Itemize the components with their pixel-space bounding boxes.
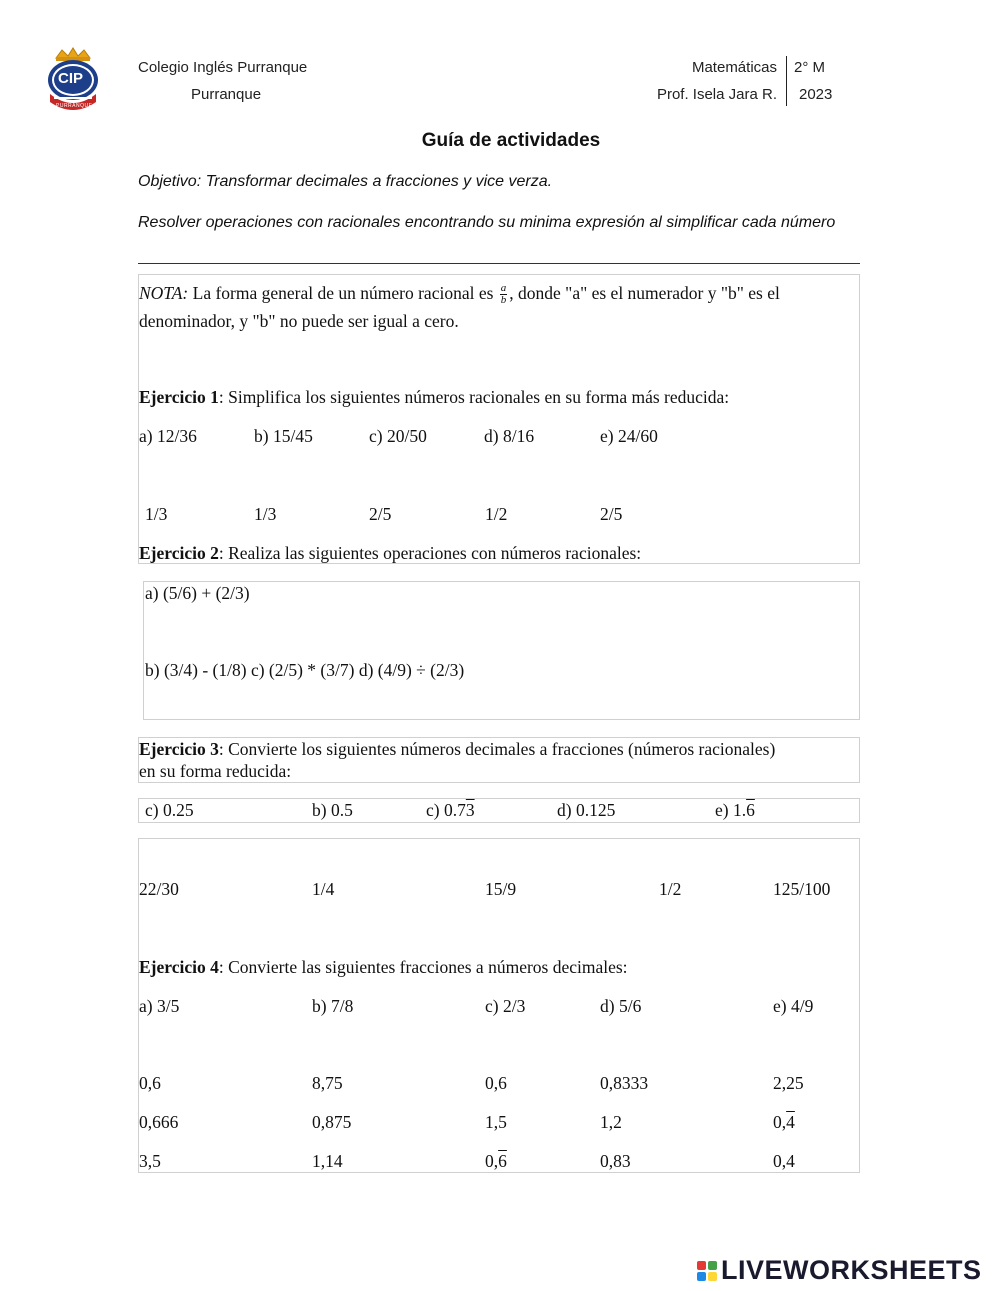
- ex3-text: : Convierte los siguientes números decimales a fracciones (números racionales): [218, 739, 776, 759]
- ex2-heading: [139, 543, 641, 564]
- school-name: Colegio Inglés Purranque: [138, 59, 308, 76]
- ex1-answer[interactable]: 2/5: [369, 504, 392, 524]
- ex4-option[interactable]: 0,6: [485, 1151, 507, 1171]
- ex4-option[interactable]: 1,2: [600, 1112, 622, 1132]
- ex4-option[interactable]: 0,8333: [600, 1073, 649, 1093]
- objective-line-2: Resolver operaciones con racionales encontrando su minima expresión al simplificar cada número: [138, 214, 836, 231]
- year: 2023: [799, 86, 833, 103]
- ex2-line-2: b) (3/4) - (1/8) c) (2/5) * (3/7) d) (4/9) ÷ (2/3): [145, 660, 465, 680]
- note-text-after: , donde "a" es el numerador y "b" es el: [509, 283, 780, 303]
- ex4-option[interactable]: 0,6: [485, 1073, 507, 1093]
- grade: 2° M: [794, 59, 826, 76]
- ex1-heading: [139, 387, 729, 408]
- ex3-item: c) 0.25: [145, 800, 194, 820]
- ex3-label: Ejercicio 3: [139, 739, 219, 759]
- ex2-label: Ejercicio 2: [139, 543, 219, 563]
- liveworksheets-brand: LIVEWORKSHEETS: [721, 1255, 982, 1285]
- ex1-item: d) 8/16: [484, 426, 535, 446]
- header-divider: [786, 56, 787, 106]
- objective-line: Objetivo: Transformar decimales a fracciones y vice verza.: [138, 173, 553, 190]
- ex4-option[interactable]: 0,6: [139, 1073, 161, 1093]
- ex3-answer[interactable]: 15/9: [485, 879, 517, 899]
- ex4-label: Ejercicio 4: [139, 957, 219, 977]
- teacher: Prof. Isela Jara R.: [656, 86, 777, 103]
- ex4-text: : Convierte las siguientes fracciones a números decimales:: [218, 957, 628, 977]
- ex4-option[interactable]: 1,14: [312, 1151, 343, 1171]
- ex4-option[interactable]: 8,75: [312, 1073, 343, 1093]
- note: [139, 282, 859, 306]
- ex1-label: Ejercicio 1: [139, 387, 219, 407]
- ex3-item: b) 0.5: [312, 800, 353, 820]
- subject: Matemáticas: [691, 59, 777, 76]
- ex1-item: b) 15/45: [254, 426, 313, 446]
- liveworksheets-logo[interactable]: [697, 1255, 982, 1286]
- ex4-item: d) 5/6: [600, 996, 642, 1016]
- ex4-option[interactable]: 1,5: [485, 1112, 507, 1132]
- fraction-a-over-b: $\frac{a}{b}$: [500, 282, 507, 307]
- ex3-item: e) 1.6: [715, 800, 755, 820]
- ex4-heading: [139, 957, 628, 978]
- ex4-option[interactable]: 2,25: [773, 1073, 804, 1093]
- ex4-item: c) 2/3: [485, 996, 526, 1016]
- ex3-answer[interactable]: 22/30: [139, 879, 179, 899]
- ex4-option[interactable]: 0,4: [773, 1151, 795, 1171]
- ex2-text: : Realiza las siguientes operaciones con números racionales:: [218, 543, 642, 563]
- ex3-heading-line-2: en su forma reducida:: [139, 761, 292, 781]
- page-title: Guía de actividades: [421, 130, 601, 151]
- liveworksheets-blocks-icon: [697, 1261, 717, 1281]
- ex3-answer[interactable]: 1/2: [659, 879, 682, 899]
- ex1-item: a) 12/36: [139, 426, 197, 446]
- ex4-option[interactable]: 0,4: [773, 1112, 795, 1132]
- ex3-item: c) 0.73: [426, 800, 475, 820]
- ex4-option[interactable]: 0,875: [312, 1112, 352, 1132]
- ex1-answer[interactable]: 1/2: [485, 504, 508, 524]
- ex4-option[interactable]: 0,666: [139, 1112, 179, 1132]
- school-city: Purranque: [191, 86, 262, 103]
- ex3-heading: [139, 738, 859, 760]
- ex2-box: [143, 581, 860, 720]
- ex4-item: a) 3/5: [139, 996, 180, 1016]
- ex2-line-1: a) (5/6) + (2/3): [145, 583, 250, 603]
- ex1-answer[interactable]: 1/3: [145, 504, 168, 524]
- note-line-2: denominador, y "b" no puede ser igual a cero.: [139, 311, 459, 331]
- note-label: NOTA:: [139, 283, 189, 303]
- logo-banner: PURRANQUE: [56, 103, 93, 109]
- ex1-item: c) 20/50: [369, 426, 427, 446]
- ex3-answer[interactable]: 1/4: [312, 879, 335, 899]
- school-logo: [42, 46, 104, 116]
- ex3-item: d) 0.125: [557, 800, 616, 820]
- ex4-item: b) 7/8: [312, 996, 354, 1016]
- objective-rule: [138, 263, 860, 264]
- ex4-option[interactable]: 0,83: [600, 1151, 631, 1171]
- logo-text: CIP: [58, 70, 84, 87]
- ex1-text: : Simplifica los siguientes números racionales en su forma más reducida:: [218, 387, 730, 407]
- ex1-answer[interactable]: 2/5: [600, 504, 623, 524]
- ex1-item: e) 24/60: [600, 426, 658, 446]
- ex3-answer[interactable]: 125/100: [773, 879, 831, 899]
- note-text: La forma general de un número racional es: [188, 283, 498, 303]
- ex4-item: e) 4/9: [773, 996, 814, 1016]
- ex1-answer[interactable]: 1/3: [254, 504, 277, 524]
- ex4-option[interactable]: 3,5: [139, 1151, 161, 1171]
